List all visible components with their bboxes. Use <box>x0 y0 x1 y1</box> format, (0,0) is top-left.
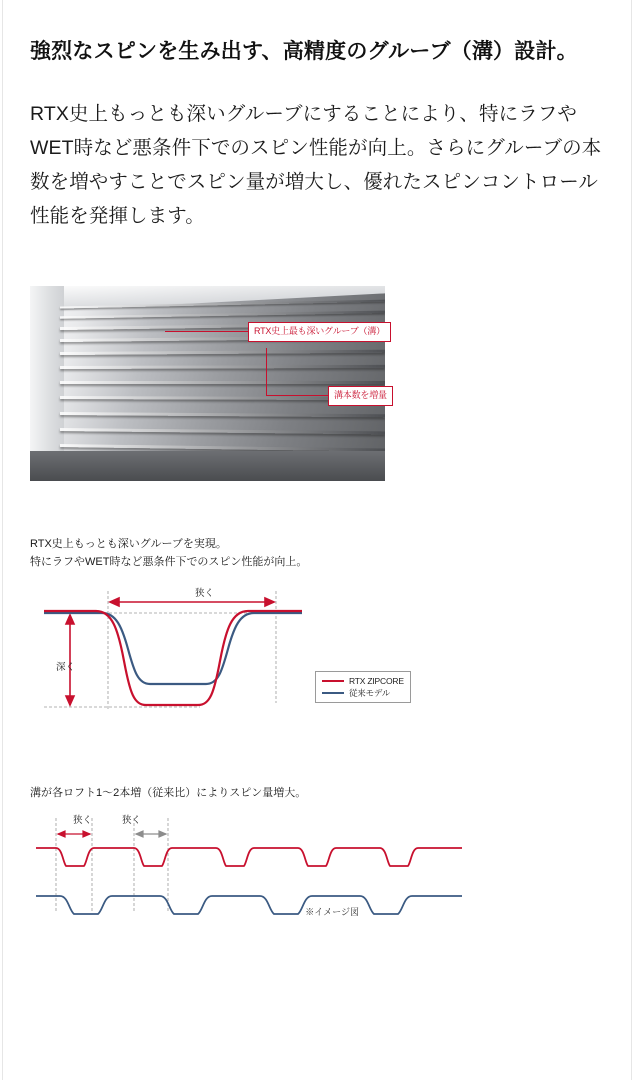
page-left-margin <box>0 0 3 1080</box>
chart2-label-narrow-2: 狭く <box>122 815 142 826</box>
chart1-caption <box>30 535 604 571</box>
chart-groove-count <box>30 812 604 932</box>
chart-groove-cross-section <box>30 583 604 738</box>
callout-more-grooves: 溝本数を増量 <box>328 386 393 406</box>
chart1-legend <box>315 671 411 704</box>
chart2-label-narrow-1: 狭く <box>73 815 93 826</box>
chart2-caption: 溝が各ロフト1〜2本増（従来比）によりスピン量増大。 <box>30 786 307 799</box>
photo-bottom-shadow <box>30 451 385 481</box>
callout-leader-2-vertical <box>266 348 267 396</box>
groove-closeup-photo <box>30 286 385 481</box>
groove-photo-figure <box>30 286 604 481</box>
callout-leader-1 <box>165 331 248 332</box>
legend-swatch-conventional <box>322 692 344 694</box>
legend-label-rtx: RTX ZIPCORE <box>349 675 404 686</box>
legend-item-conventional <box>322 687 404 699</box>
image-disclaimer-note: ※イメージ図 <box>305 907 359 917</box>
chart1-label-deep: 深く <box>56 661 76 673</box>
chart1-label-narrow: 狭く <box>195 587 215 599</box>
chart1-svg <box>30 583 604 738</box>
chart1-caption-line2: 特にラフやWET時など悪条件下でのスピン性能が向上。 <box>30 555 308 568</box>
page-title: 強烈なスピンを生み出す、高精度のグルーブ（溝）設計。 <box>30 40 578 63</box>
callout-leader-2 <box>266 395 328 396</box>
callout-deepest-groove: RTX史上最も深いグルーブ（溝） <box>248 322 391 342</box>
legend-label-conventional: 従来モデル <box>349 688 391 699</box>
legend-swatch-rtx <box>322 680 344 682</box>
chart1-caption-line1: RTX史上もっとも深いグルーブを実現。 <box>30 537 227 550</box>
body-copy: RTX史上もっとも深いグルーブにすることにより、特にラフやWET時など悪条件下でのスピン性能が向上。さらにグルーブの本数を増やすことでスピン量が増大し、優れたスピンコントロール性能を発揮します。 <box>30 103 602 228</box>
legend-item-rtx <box>322 675 404 687</box>
